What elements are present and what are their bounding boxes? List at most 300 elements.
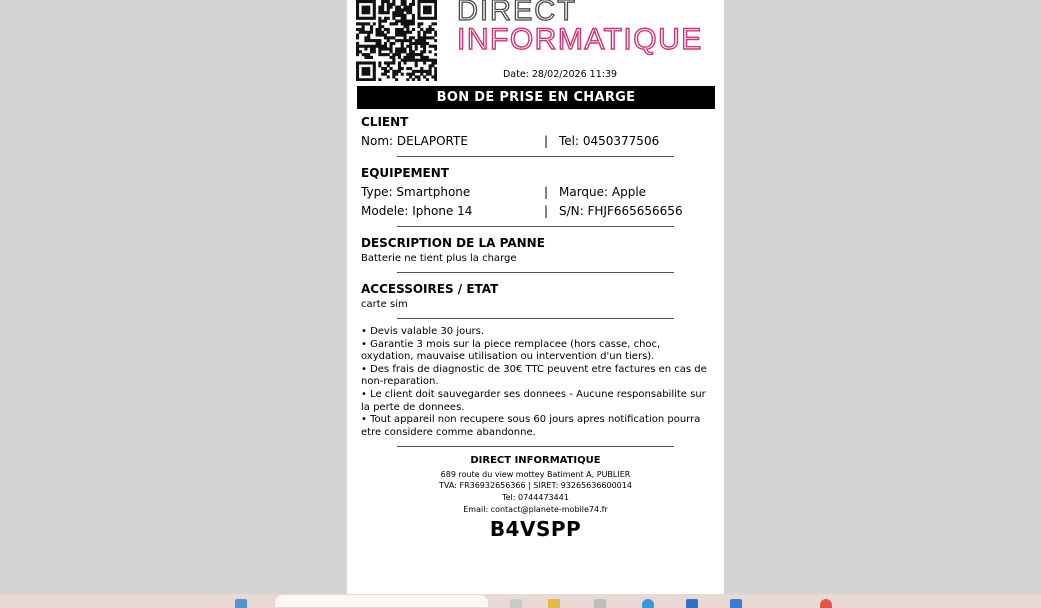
qr-module (381, 47, 384, 50)
qr-module (412, 50, 415, 53)
qr-module (373, 22, 376, 25)
qr-module (395, 20, 398, 23)
qr-module (401, 42, 404, 45)
qr-module (395, 70, 398, 73)
qr-module (412, 59, 415, 62)
qr-module (370, 47, 373, 50)
term-item: • Des frais de diagnostic de 30€ TTC peuvent etre factures en cas de non-reparation. (361, 363, 707, 388)
qr-module (420, 42, 423, 45)
qr-module (423, 50, 426, 53)
qr-module (409, 56, 412, 59)
qr-module (409, 53, 412, 56)
qr-module (381, 34, 384, 37)
qr-module (417, 36, 420, 39)
qr-module (356, 42, 359, 45)
qr-module (384, 45, 387, 48)
qr-module (373, 11, 376, 14)
qr-module (434, 70, 437, 73)
qr-module (429, 36, 432, 39)
qr-module (362, 78, 365, 81)
qr-module (387, 31, 390, 34)
qr-module (409, 3, 412, 6)
qr-module (406, 31, 409, 34)
qr-module (426, 56, 429, 59)
qr-module (423, 11, 426, 14)
qr-module (395, 6, 398, 9)
qr-module (395, 53, 398, 56)
qr-module (398, 11, 401, 14)
qr-module (417, 70, 420, 73)
qr-module (434, 14, 437, 17)
qr-module (373, 61, 376, 64)
qr-module (409, 39, 412, 42)
qr-module (403, 56, 406, 59)
qr-module (395, 11, 398, 14)
qr-module (359, 0, 362, 3)
qr-module (395, 28, 398, 31)
qr-module (367, 70, 370, 73)
qr-module (376, 34, 379, 37)
qr-module (431, 0, 434, 3)
qr-module (392, 56, 395, 59)
taskbar-app-icon[interactable] (510, 599, 522, 608)
qr-module (373, 50, 376, 53)
start-icon[interactable] (235, 599, 247, 608)
qr-module (364, 47, 367, 50)
term-item: • Tout appareil non recupere sous 60 jours apres notification pourra etre considere comme abandonne. (361, 414, 701, 438)
qr-module (426, 11, 429, 14)
qr-module (395, 22, 398, 25)
qr-module (364, 45, 367, 48)
qr-module (409, 8, 412, 11)
term-item: • Garantie 3 mois sur la piece remplacee (hors casse, choc, oxydation, mauvaise utilisation ou intervention d'un tiers). (361, 338, 661, 363)
qr-module (364, 61, 367, 64)
qr-module (376, 31, 379, 34)
qr-module (387, 64, 390, 67)
equipment-heading: EQUIPEMENT (361, 166, 449, 180)
qr-module (392, 70, 395, 73)
qr-module (376, 45, 379, 48)
qr-module (378, 17, 381, 20)
qr-module (378, 64, 381, 67)
qr-module (398, 47, 401, 50)
qr-module (356, 28, 359, 31)
qr-module (356, 22, 359, 25)
qr-module (395, 50, 398, 53)
qr-module (367, 78, 370, 81)
qr-module (429, 67, 432, 70)
qr-module (373, 17, 376, 20)
qr-module (395, 39, 398, 42)
qr-module (429, 6, 432, 9)
qr-module (392, 75, 395, 78)
qr-module (370, 31, 373, 34)
qr-module (434, 17, 437, 20)
qr-module (401, 28, 404, 31)
qr-module (381, 31, 384, 34)
qr-module (423, 56, 426, 59)
qr-module (423, 36, 426, 39)
qr-module (415, 42, 418, 45)
qr-module (378, 39, 381, 42)
qr-module (423, 59, 426, 62)
qr-module (429, 25, 432, 28)
qr-module (434, 3, 437, 6)
qr-module (364, 56, 367, 59)
qr-module (359, 45, 362, 48)
qr-module (401, 20, 404, 23)
taskbar-app-icon[interactable] (730, 599, 742, 608)
qr-module (398, 28, 401, 31)
qr-module (403, 14, 406, 17)
qr-module (417, 11, 420, 14)
qr-module (373, 73, 376, 76)
qr-module (406, 20, 409, 23)
qr-module (387, 53, 390, 56)
qr-module (359, 78, 362, 81)
qr-module (392, 14, 395, 17)
qr-module (384, 0, 387, 3)
qr-module (384, 67, 387, 70)
qr-module (403, 47, 406, 50)
qr-module (423, 47, 426, 50)
qr-module (387, 0, 390, 3)
qr-module (398, 61, 401, 64)
qr-module (417, 53, 420, 56)
qr-module (412, 73, 415, 76)
qr-module (362, 45, 365, 48)
qr-module (434, 59, 437, 62)
qr-module (401, 34, 404, 37)
qr-module (356, 45, 359, 48)
qr-module (417, 0, 420, 3)
qr-module (387, 17, 390, 20)
qr-module (370, 61, 373, 64)
qr-module (378, 22, 381, 25)
qr-module (378, 28, 381, 31)
term-item: • Devis valable 30 jours. (361, 326, 485, 337)
qr-module (390, 50, 393, 53)
qr-module (364, 36, 367, 39)
qr-module (387, 3, 390, 6)
qr-module (381, 0, 384, 3)
qr-module (434, 34, 437, 37)
qr-module (387, 6, 390, 9)
qr-module (417, 78, 420, 81)
qr-module (373, 14, 376, 17)
qr-module (420, 17, 423, 20)
qr-module (398, 31, 401, 34)
qr-module (401, 59, 404, 62)
qr-module (367, 22, 370, 25)
qr-module (412, 20, 415, 23)
receipt-page (347, 0, 724, 594)
qr-module (370, 0, 373, 3)
qr-module (373, 78, 376, 81)
folder-icon[interactable] (548, 599, 560, 608)
qr-module (356, 67, 359, 70)
qr-module (373, 45, 376, 48)
qr-module (415, 64, 418, 67)
qr-module (378, 25, 381, 28)
qr-module (412, 42, 415, 45)
terms-list (361, 326, 713, 439)
qr-module (401, 67, 404, 70)
qr-module (415, 45, 418, 48)
qr-module (398, 8, 401, 11)
qr-module (403, 50, 406, 53)
qr-module (362, 22, 365, 25)
qr-module (362, 31, 365, 34)
qr-module (378, 78, 381, 81)
qr-module (384, 61, 387, 64)
qr-module (406, 39, 409, 42)
qr-module (403, 3, 406, 6)
ticket-code: B4VSPP (489, 517, 582, 541)
qr-module (381, 67, 384, 70)
qr-module (417, 59, 420, 62)
qr-module (378, 53, 381, 56)
qr-module (384, 17, 387, 20)
qr-module (431, 22, 434, 25)
qr-module (431, 36, 434, 39)
qr-module (429, 59, 432, 62)
qr-module (403, 22, 406, 25)
qr-module (381, 53, 384, 56)
qr-module (384, 47, 387, 50)
qr-module (373, 3, 376, 6)
qr-module (392, 73, 395, 76)
qr-module (398, 34, 401, 37)
qr-module (387, 39, 390, 42)
qr-module (359, 61, 362, 64)
qr-module (384, 20, 387, 23)
field-separator: | (544, 204, 549, 218)
qr-module (406, 78, 409, 81)
qr-module (423, 17, 426, 20)
qr-module (409, 42, 412, 45)
qr-module (406, 45, 409, 48)
taskbar-search-box[interactable] (275, 595, 488, 607)
qr-module (373, 0, 376, 3)
qr-module (359, 28, 362, 31)
qr-module (356, 47, 359, 50)
qr-module (387, 47, 390, 50)
qr-module (423, 8, 426, 11)
qr-module (406, 73, 409, 76)
date-text: Date: 28/02/2026 11:39 (502, 69, 618, 80)
qr-module (420, 28, 423, 31)
qr-module (367, 67, 370, 70)
qr-module (378, 61, 381, 64)
taskbar-app-icon[interactable] (820, 599, 832, 608)
qr-module (401, 0, 404, 3)
qr-module (359, 17, 362, 20)
qr-module (409, 45, 412, 48)
qr-module (392, 17, 395, 20)
qr-module (356, 78, 359, 81)
qr-module (420, 73, 423, 76)
qr-module (356, 53, 359, 56)
qr-module (412, 22, 415, 25)
qr-module (434, 11, 437, 14)
qr-module (423, 6, 426, 9)
qr-module (376, 42, 379, 45)
qr-module (423, 75, 426, 78)
qr-module (420, 39, 423, 42)
qr-module (403, 20, 406, 23)
qr-module (356, 64, 359, 67)
qr-module (392, 53, 395, 56)
qr-module (384, 70, 387, 73)
taskbar-app-icon[interactable] (686, 599, 698, 608)
qr-module (378, 47, 381, 50)
qr-module (362, 17, 365, 20)
qr-module (417, 34, 420, 37)
qr-module (415, 61, 418, 64)
qr-module (403, 25, 406, 28)
qr-module (434, 61, 437, 64)
qr-module (378, 20, 381, 23)
qr-module (364, 31, 367, 34)
qr-module (392, 36, 395, 39)
qr-module (409, 75, 412, 78)
qr-module (356, 70, 359, 73)
qr-module (362, 61, 365, 64)
qr-module (367, 34, 370, 37)
qr-module (420, 67, 423, 70)
qr-module (367, 39, 370, 42)
qr-module (381, 25, 384, 28)
divider (397, 156, 674, 157)
qr-module (390, 45, 393, 48)
qr-module (412, 0, 415, 3)
qr-module (401, 11, 404, 14)
qr-module (378, 8, 381, 11)
qr-module (364, 17, 367, 20)
qr-module (403, 17, 406, 20)
field-separator: | (544, 134, 549, 148)
qr-module (403, 34, 406, 37)
qr-module (364, 6, 367, 9)
qr-module (390, 3, 393, 6)
qr-module (423, 61, 426, 64)
qr-module (401, 3, 404, 6)
qr-module (420, 0, 423, 3)
qr-module (409, 22, 412, 25)
qr-module (426, 0, 429, 3)
qr-module (403, 59, 406, 62)
qr-module (362, 11, 365, 14)
qr-module (395, 14, 398, 17)
qr-module (378, 50, 381, 53)
qr-module (362, 67, 365, 70)
qr-module (367, 36, 370, 39)
qr-module (409, 31, 412, 34)
qr-module (420, 56, 423, 59)
qr-module (356, 34, 359, 37)
qr-module (373, 64, 376, 67)
qr-module (362, 6, 365, 9)
qr-module (364, 22, 367, 25)
qr-module (412, 56, 415, 59)
qr-module (381, 73, 384, 76)
qr-module (376, 39, 379, 42)
qr-module (373, 39, 376, 42)
qr-module (364, 70, 367, 73)
qr-module (426, 28, 429, 31)
qr-module (415, 47, 418, 50)
qr-module (417, 22, 420, 25)
qr-module (392, 11, 395, 14)
qr-module (412, 14, 415, 17)
qr-module (434, 8, 437, 11)
document-title-banner: BON DE PRISE EN CHARGE (357, 86, 715, 109)
qr-module (420, 59, 423, 62)
qr-module (392, 59, 395, 62)
qr-module (426, 78, 429, 81)
qr-module (431, 45, 434, 48)
qr-module (373, 8, 376, 11)
qr-module (390, 47, 393, 50)
qr-module (409, 47, 412, 50)
footer-tax-ids: TVA: FR36932656366 | SIRET: 93265636600014 (439, 481, 632, 490)
qr-module (395, 31, 398, 34)
qr-module (364, 73, 367, 76)
qr-module (429, 11, 432, 14)
qr-module (420, 53, 423, 56)
qr-module (406, 28, 409, 31)
qr-module (420, 70, 423, 73)
qr-module (359, 50, 362, 53)
qr-module (426, 73, 429, 76)
qr-module (362, 53, 365, 56)
qr-module (356, 0, 359, 3)
qr-module (409, 36, 412, 39)
qr-module (431, 17, 434, 20)
qr-module (390, 56, 393, 59)
footer-phone: Tel: 0744473441 (502, 493, 569, 502)
qr-module (406, 6, 409, 9)
footer-address: 689 route du view mottey Batiment A, PUBLIER (440, 470, 631, 479)
qr-module (415, 59, 418, 62)
fault-heading: DESCRIPTION DE LA PANNE (361, 236, 545, 250)
qr-module (370, 25, 373, 28)
qr-module (378, 45, 381, 48)
qr-module (367, 73, 370, 76)
qr-module (409, 11, 412, 14)
qr-module (387, 36, 390, 39)
client-heading: CLIENT (361, 115, 409, 129)
qr-module (395, 73, 398, 76)
qr-module (356, 36, 359, 39)
qr-module (384, 73, 387, 76)
qr-module (356, 3, 359, 6)
qr-module (412, 53, 415, 56)
qr-module (412, 70, 415, 73)
taskbar-app-icon[interactable] (594, 599, 606, 608)
qr-module (403, 39, 406, 42)
divider (397, 446, 674, 447)
browser-icon[interactable] (642, 599, 654, 608)
qr-module (412, 78, 415, 81)
qr-module (429, 17, 432, 20)
qr-module (398, 53, 401, 56)
qr-module (390, 36, 393, 39)
divider (397, 272, 674, 273)
qr-module (356, 17, 359, 20)
qr-module (434, 39, 437, 42)
